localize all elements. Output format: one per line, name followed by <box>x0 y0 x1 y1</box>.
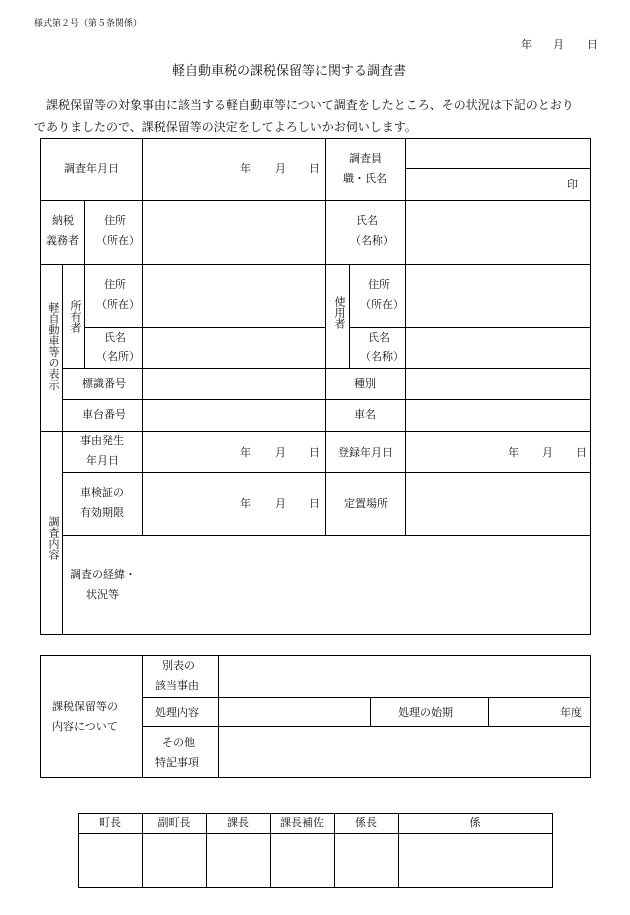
process-start-label: 処理の始期 <box>398 706 453 719</box>
date-month-label: 月 <box>553 38 564 51</box>
user-address-label: 住所 <box>368 278 390 291</box>
owner-address-label: 住所 <box>104 278 126 291</box>
event-year: 年 <box>240 446 251 459</box>
survey-year: 年 <box>240 162 251 175</box>
car-name-label: 車名 <box>354 408 376 421</box>
taxpayer-label-2: 義務者 <box>46 234 79 247</box>
hold-content-label-2: 内容について <box>52 720 118 733</box>
investigator-name-label: 職・氏名 <box>343 172 387 185</box>
user-name-sub: （名称） <box>360 350 404 363</box>
other-notes-label-2: 特記事項 <box>155 756 199 769</box>
taxpayer-name-label: 氏名 <box>356 214 378 227</box>
plate-number-label: 標識番号 <box>82 377 126 390</box>
survey-date-label: 調査年月日 <box>64 162 119 175</box>
event-month: 月 <box>275 446 286 459</box>
inspection-label-2: 有効期限 <box>80 506 124 519</box>
fiscal-year-label: 年度 <box>560 706 582 719</box>
owner-label: 所有者 <box>69 300 82 333</box>
progress-label-2: 状況等 <box>86 588 119 601</box>
inspection-label-1: 車検証の <box>80 486 124 499</box>
user-label: 使用者 <box>333 296 346 329</box>
vehicle-display-label: 軽自動車等の表示 <box>47 302 60 390</box>
approval-col-staff: 係 <box>469 816 481 829</box>
survey-month: 月 <box>275 162 286 175</box>
event-day: 日 <box>309 446 320 459</box>
storage-location-label: 定置場所 <box>344 497 388 510</box>
vehicle-type-label: 種別 <box>354 377 376 390</box>
investigation-content-label: 調査内容 <box>47 516 60 560</box>
taxpayer-name-sub: （名称） <box>350 234 394 247</box>
document-title: 軽自動車税の課税保留等に関する調査書 <box>172 64 407 79</box>
inspection-year: 年 <box>240 497 251 510</box>
date-year-label: 年 <box>521 38 532 51</box>
reg-year: 年 <box>508 446 519 459</box>
other-notes-label-1: その他 <box>162 736 195 749</box>
event-date-label-1: 事由発生 <box>80 434 124 447</box>
owner-name-sub: （名所） <box>96 350 140 363</box>
approval-col-mayor: 町長 <box>99 816 121 829</box>
reg-month: 月 <box>542 446 553 459</box>
progress-label-1: 調査の経緯・ <box>70 568 136 581</box>
reg-day: 日 <box>576 446 587 459</box>
user-name-label: 氏名 <box>368 331 390 344</box>
taxpayer-label-1: 納税 <box>52 214 74 227</box>
investigator-label: 調査員 <box>349 152 382 165</box>
survey-day: 日 <box>309 162 320 175</box>
approval-col-assistant-chief: 課長補佐 <box>280 816 324 829</box>
registration-date-label: 登録年月日 <box>338 446 393 459</box>
event-date-label-2: 年月日 <box>86 454 119 467</box>
chassis-number-label: 車台番号 <box>82 408 126 421</box>
form-number: 様式第２号（第５条関係） <box>34 19 143 29</box>
taxpayer-address-sub: （所在） <box>96 234 140 247</box>
date-day-label: 日 <box>587 38 598 51</box>
approval-col-section-chief: 課長 <box>227 816 249 829</box>
owner-address-sub: （所在） <box>96 298 140 311</box>
owner-name-label: 氏名 <box>104 331 126 344</box>
user-address-sub: （所在） <box>360 298 404 311</box>
approval-col-subsection-chief: 係長 <box>355 816 377 829</box>
reason-label-2: 該当事由 <box>155 679 199 692</box>
intro-line-2: でありましたので、課税保留等の決定をしてよろしいかお伺いします。 <box>34 120 417 134</box>
hold-content-label-1: 課税保留等の <box>52 700 118 713</box>
process-content-label: 処理内容 <box>155 706 199 719</box>
reason-label-1: 別表の <box>162 659 195 672</box>
inspection-day: 日 <box>309 497 320 510</box>
approval-col-deputy-mayor: 副町長 <box>157 816 191 829</box>
seal-mark: 印 <box>567 178 578 191</box>
intro-line-1: 課税保留等の対象事由に該当する軽自動車等について調査をしたところ、その状況は下記のとおり <box>46 98 574 112</box>
taxpayer-address-label: 住所 <box>104 214 126 227</box>
inspection-month: 月 <box>275 497 286 510</box>
